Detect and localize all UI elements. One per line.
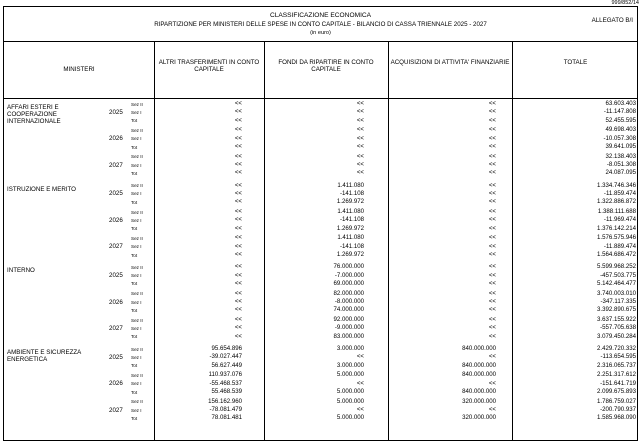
table-cell: 92.000.000 xyxy=(333,316,364,324)
row-label: Sez I xyxy=(131,109,142,115)
table-cell: << xyxy=(488,332,496,340)
table-cell: 110.937.076 xyxy=(208,371,242,379)
row-label: Tot xyxy=(131,170,138,176)
table-cell: -10.057.308 xyxy=(603,134,636,142)
table-cell: -11.859.474 xyxy=(603,189,636,197)
table-cell: << xyxy=(234,108,242,116)
row-label: Tot xyxy=(131,307,138,313)
table-cell: << xyxy=(488,161,496,169)
table-cell: 3.079.450.284 xyxy=(597,332,636,340)
row-label: Sez I xyxy=(131,407,142,413)
table-cell: 1.411.080 xyxy=(337,208,364,216)
table-cell: << xyxy=(356,108,364,116)
table-cell: 2.251.317.612 xyxy=(597,371,636,379)
allegato-label: ALLEGATO B/I xyxy=(591,17,633,24)
table-cell: 74.000.000 xyxy=(333,306,364,314)
row-label: Sez II xyxy=(131,154,143,160)
table-cell: << xyxy=(234,242,242,250)
table-cell: -141.108 xyxy=(339,189,364,197)
table-cell: 156.162.960 xyxy=(208,397,242,405)
table-cell: << xyxy=(488,298,496,306)
table-cell: << xyxy=(234,134,242,142)
row-label: Sez II xyxy=(131,291,143,297)
row-label: Sez I xyxy=(131,325,142,331)
row-label: Sez II xyxy=(131,209,143,215)
table-frame xyxy=(3,6,638,441)
table-body xyxy=(4,98,637,440)
table-cell: << xyxy=(234,161,242,169)
table-cell: << xyxy=(234,208,242,216)
table-cell: << xyxy=(234,224,242,232)
table-cell: 56.627.449 xyxy=(211,361,242,369)
table-cell: << xyxy=(356,161,364,169)
table-cell: 69.000.000 xyxy=(333,279,364,287)
table-cell: << xyxy=(488,181,496,189)
table-cell: << xyxy=(234,271,242,279)
table-cell: << xyxy=(488,126,496,134)
table-cell: << xyxy=(488,271,496,279)
table-cell: << xyxy=(488,143,496,150)
table-cell: 3.392.890.675 xyxy=(597,306,636,314)
table-cell: << xyxy=(488,116,496,124)
row-label: Sez II xyxy=(131,317,143,323)
row-label: Sez II xyxy=(131,127,143,133)
year-label: 2026 xyxy=(109,298,123,306)
table-cell: << xyxy=(488,306,496,314)
table-cell: 3.000.000 xyxy=(336,345,364,353)
table-cell: -55.468.537 xyxy=(209,379,242,387)
table-cell: << xyxy=(488,216,496,224)
table-cell: 1.585.968.090 xyxy=(597,414,636,422)
table-cell: -200.790.937 xyxy=(600,406,636,414)
row-label: Sez I xyxy=(131,191,142,197)
table-cell: 82.000.000 xyxy=(333,289,364,297)
table-cell: << xyxy=(234,143,242,150)
table-cell: << xyxy=(234,324,242,332)
table-cell: 76.000.000 xyxy=(333,263,364,271)
table-cell: << xyxy=(356,152,364,160)
table-cell: << xyxy=(488,353,496,361)
row-label: Sez II xyxy=(131,101,143,107)
table-cell: << xyxy=(488,242,496,250)
table-cell: << xyxy=(356,126,364,134)
table-cell: << xyxy=(488,379,496,387)
year-label: 2026 xyxy=(109,380,123,388)
year-label: 2027 xyxy=(109,324,123,332)
table-cell: 1.786.759.027 xyxy=(597,397,636,405)
table-cell: << xyxy=(234,306,242,314)
table-cell: -141.108 xyxy=(339,242,364,250)
ministry-name: AMBIENTE E SICUREZZA ENERGETICA xyxy=(7,349,81,364)
table-cell: << xyxy=(488,406,496,414)
row-label: Tot xyxy=(131,363,138,369)
year-label: 2026 xyxy=(109,216,123,224)
table-cell: -8.051.308 xyxy=(606,161,636,169)
title-line-1: CLASSIFICAZIONE ECONOMICA xyxy=(269,12,372,19)
header-altri-trasferimenti: ALTRI TRASFERIMENTI IN CONTO CAPITALE xyxy=(158,59,260,73)
table-cell: 39.641.095 xyxy=(605,143,636,150)
table-cell: -11.147.808 xyxy=(603,108,636,116)
table-cell: 840.000.000 xyxy=(462,388,496,396)
row-label: Sez I xyxy=(131,162,142,168)
table-cell: 1.334.746.346 xyxy=(597,181,636,189)
table-cell: -78.081.479 xyxy=(209,406,242,414)
year-label: 2025 xyxy=(109,353,123,361)
table-cell: << xyxy=(488,324,496,332)
table-cell: 1.376.142.214 xyxy=(597,224,636,232)
table-cell: -8.000.000 xyxy=(334,298,364,306)
title-unit: (in euro) xyxy=(310,30,331,36)
table-cell: 1.576.575.946 xyxy=(597,234,636,242)
ministry-name: ISTRUZIONE E MERITO xyxy=(7,185,76,193)
table-cell: 5.000.000 xyxy=(336,397,364,405)
table-cell: 840.000.000 xyxy=(462,361,496,369)
table-cell: 52.455.595 xyxy=(605,116,636,124)
table-cell: 1.322.886.872 xyxy=(597,198,636,206)
title-line-2: RIPARTIZIONE PER MINISTERI DELLE SPESE IN CONTO CAPITALE - BILANCIO DI CASSA TRIENNALE 2025 - 2027 xyxy=(154,21,487,28)
table-cell: << xyxy=(488,134,496,142)
row-label: Tot xyxy=(131,389,138,395)
row-label: Sez I xyxy=(131,299,142,305)
table-cell: << xyxy=(356,353,364,361)
table-cell: -113.654.595 xyxy=(600,353,636,361)
table-cell: 32.138.403 xyxy=(605,152,636,160)
table-cell: << xyxy=(234,116,242,124)
table-cell: << xyxy=(488,152,496,160)
table-cell: << xyxy=(488,208,496,216)
table-cell: << xyxy=(488,100,496,107)
row-label: Sez II xyxy=(131,372,143,378)
row-label: Sez I xyxy=(131,217,142,223)
year-label: 2027 xyxy=(109,406,123,414)
table-cell: << xyxy=(234,289,242,297)
table-cell: << xyxy=(234,126,242,134)
column-header-row xyxy=(4,41,637,99)
table-cell: -557.705.638 xyxy=(600,324,636,332)
table-cell: << xyxy=(356,379,364,387)
table-cell: 3.637.155.922 xyxy=(597,316,636,324)
table-cell: << xyxy=(488,108,496,116)
row-label: Sez II xyxy=(131,346,143,352)
row-label: Tot xyxy=(131,226,138,232)
row-label: Tot xyxy=(131,334,138,340)
row-label: Tot xyxy=(131,252,138,258)
table-cell: 5.000.000 xyxy=(336,414,364,422)
table-cell: -7.000.000 xyxy=(334,271,364,279)
year-label: 2025 xyxy=(109,108,123,116)
table-cell: 1.269.972 xyxy=(336,198,364,206)
row-label: Tot xyxy=(131,199,138,205)
table-cell: << xyxy=(356,406,364,414)
row-label: Sez II xyxy=(131,264,143,270)
table-cell: 83.000.000 xyxy=(333,332,364,340)
table-cell: << xyxy=(356,116,364,124)
table-cell: << xyxy=(488,263,496,271)
table-cell: -457.503.775 xyxy=(600,271,636,279)
table-cell: 2.099.675.893 xyxy=(597,388,636,396)
table-cell: << xyxy=(234,298,242,306)
table-cell: << xyxy=(356,143,364,150)
table-cell: -39.027.447 xyxy=(209,353,242,361)
table-cell: 1.269.972 xyxy=(336,224,364,232)
table-cell: 5.142.464.477 xyxy=(597,279,636,287)
title-block xyxy=(4,7,637,42)
table-cell: 49.698.403 xyxy=(605,126,636,134)
year-label: 2025 xyxy=(109,190,123,198)
table-cell: << xyxy=(234,152,242,160)
table-cell: << xyxy=(488,234,496,242)
table-cell: << xyxy=(234,181,242,189)
table-cell: << xyxy=(234,100,242,107)
table-cell: << xyxy=(488,189,496,197)
header-acquisizioni: ACQUISIZIONI DI ATTIVITA' FINANZIARIE xyxy=(390,59,510,66)
header-ministeri: MINISTERI xyxy=(63,66,95,73)
year-label: 2027 xyxy=(109,243,123,251)
table-cell: 24.087.095 xyxy=(605,169,636,177)
table-cell: 2.316.065.737 xyxy=(597,361,636,369)
table-cell: 320.000.000 xyxy=(462,397,496,405)
table-cell: << xyxy=(234,251,242,259)
table-cell: -11.969.474 xyxy=(603,216,636,224)
table-cell: << xyxy=(488,169,496,177)
table-cell: << xyxy=(488,289,496,297)
table-cell: << xyxy=(234,169,242,177)
year-label: 2027 xyxy=(109,161,123,169)
table-cell: << xyxy=(356,169,364,177)
table-cell: << xyxy=(234,234,242,242)
table-cell: << xyxy=(488,316,496,324)
table-cell: -151.641.719 xyxy=(600,379,636,387)
row-label: Tot xyxy=(131,415,138,421)
row-label: Tot xyxy=(131,118,138,124)
row-label: Sez I xyxy=(131,273,142,279)
ministry-name: AFFARI ESTERI E COOPERAZIONE INTERNAZIONALE xyxy=(7,104,61,125)
table-cell: << xyxy=(488,279,496,287)
table-cell: << xyxy=(234,279,242,287)
row-label: Tot xyxy=(131,281,138,287)
table-cell: 55.468.539 xyxy=(211,388,242,396)
table-cell: 1.411.080 xyxy=(337,234,364,242)
table-cell: 320.000.000 xyxy=(462,414,496,422)
row-label: Sez I xyxy=(131,381,142,387)
table-cell: << xyxy=(234,332,242,340)
table-cell: << xyxy=(488,251,496,259)
table-cell: 95.654.896 xyxy=(211,345,242,353)
table-cell: -347.117.335 xyxy=(600,298,636,306)
table-cell: << xyxy=(234,263,242,271)
table-cell: 78.081.481 xyxy=(211,414,242,422)
table-cell: << xyxy=(234,216,242,224)
table-cell: 1.269.972 xyxy=(336,251,364,259)
table-cell: << xyxy=(488,224,496,232)
table-cell: << xyxy=(234,316,242,324)
header-totale: TOTALE xyxy=(563,59,588,66)
document-id: 999/852/14 xyxy=(611,0,639,6)
table-cell: 3.740.003.010 xyxy=(597,289,636,297)
table-cell: 3.000.000 xyxy=(336,361,364,369)
table-cell: 2.429.720.332 xyxy=(597,345,636,353)
table-cell: << xyxy=(234,198,242,206)
row-label: Sez II xyxy=(131,183,143,189)
row-label: Sez I xyxy=(131,244,142,250)
table-cell: << xyxy=(356,100,364,107)
table-cell: -141.108 xyxy=(339,216,364,224)
table-cell: 5.000.000 xyxy=(336,388,364,396)
table-cell: 1.411.080 xyxy=(337,181,364,189)
table-cell: 5.599.968.252 xyxy=(597,263,636,271)
row-label: Sez I xyxy=(131,354,142,360)
ministry-name: INTERNO xyxy=(7,267,35,275)
table-cell: -9.000.000 xyxy=(334,324,364,332)
table-cell: -11.889.474 xyxy=(603,242,636,250)
table-cell: << xyxy=(356,134,364,142)
year-label: 2026 xyxy=(109,135,123,143)
row-label: Tot xyxy=(131,144,138,150)
table-cell: 840.000.000 xyxy=(462,371,496,379)
table-cell: << xyxy=(234,189,242,197)
header-fondi-da-ripartire: FONDI DA RIPARTIRE IN CONTO CAPITALE xyxy=(278,59,374,73)
table-cell: 63.603.403 xyxy=(605,100,636,107)
table-cell: 5.000.000 xyxy=(336,371,364,379)
row-label: Sez II xyxy=(131,235,143,241)
table-cell: 840.000.000 xyxy=(462,345,496,353)
table-cell: << xyxy=(488,198,496,206)
table-cell: 1.388.111.688 xyxy=(597,208,636,216)
year-label: 2025 xyxy=(109,272,123,280)
row-label: Sez II xyxy=(131,399,143,405)
table-cell: 1.564.686.472 xyxy=(597,251,636,259)
row-label: Sez I xyxy=(131,136,142,142)
